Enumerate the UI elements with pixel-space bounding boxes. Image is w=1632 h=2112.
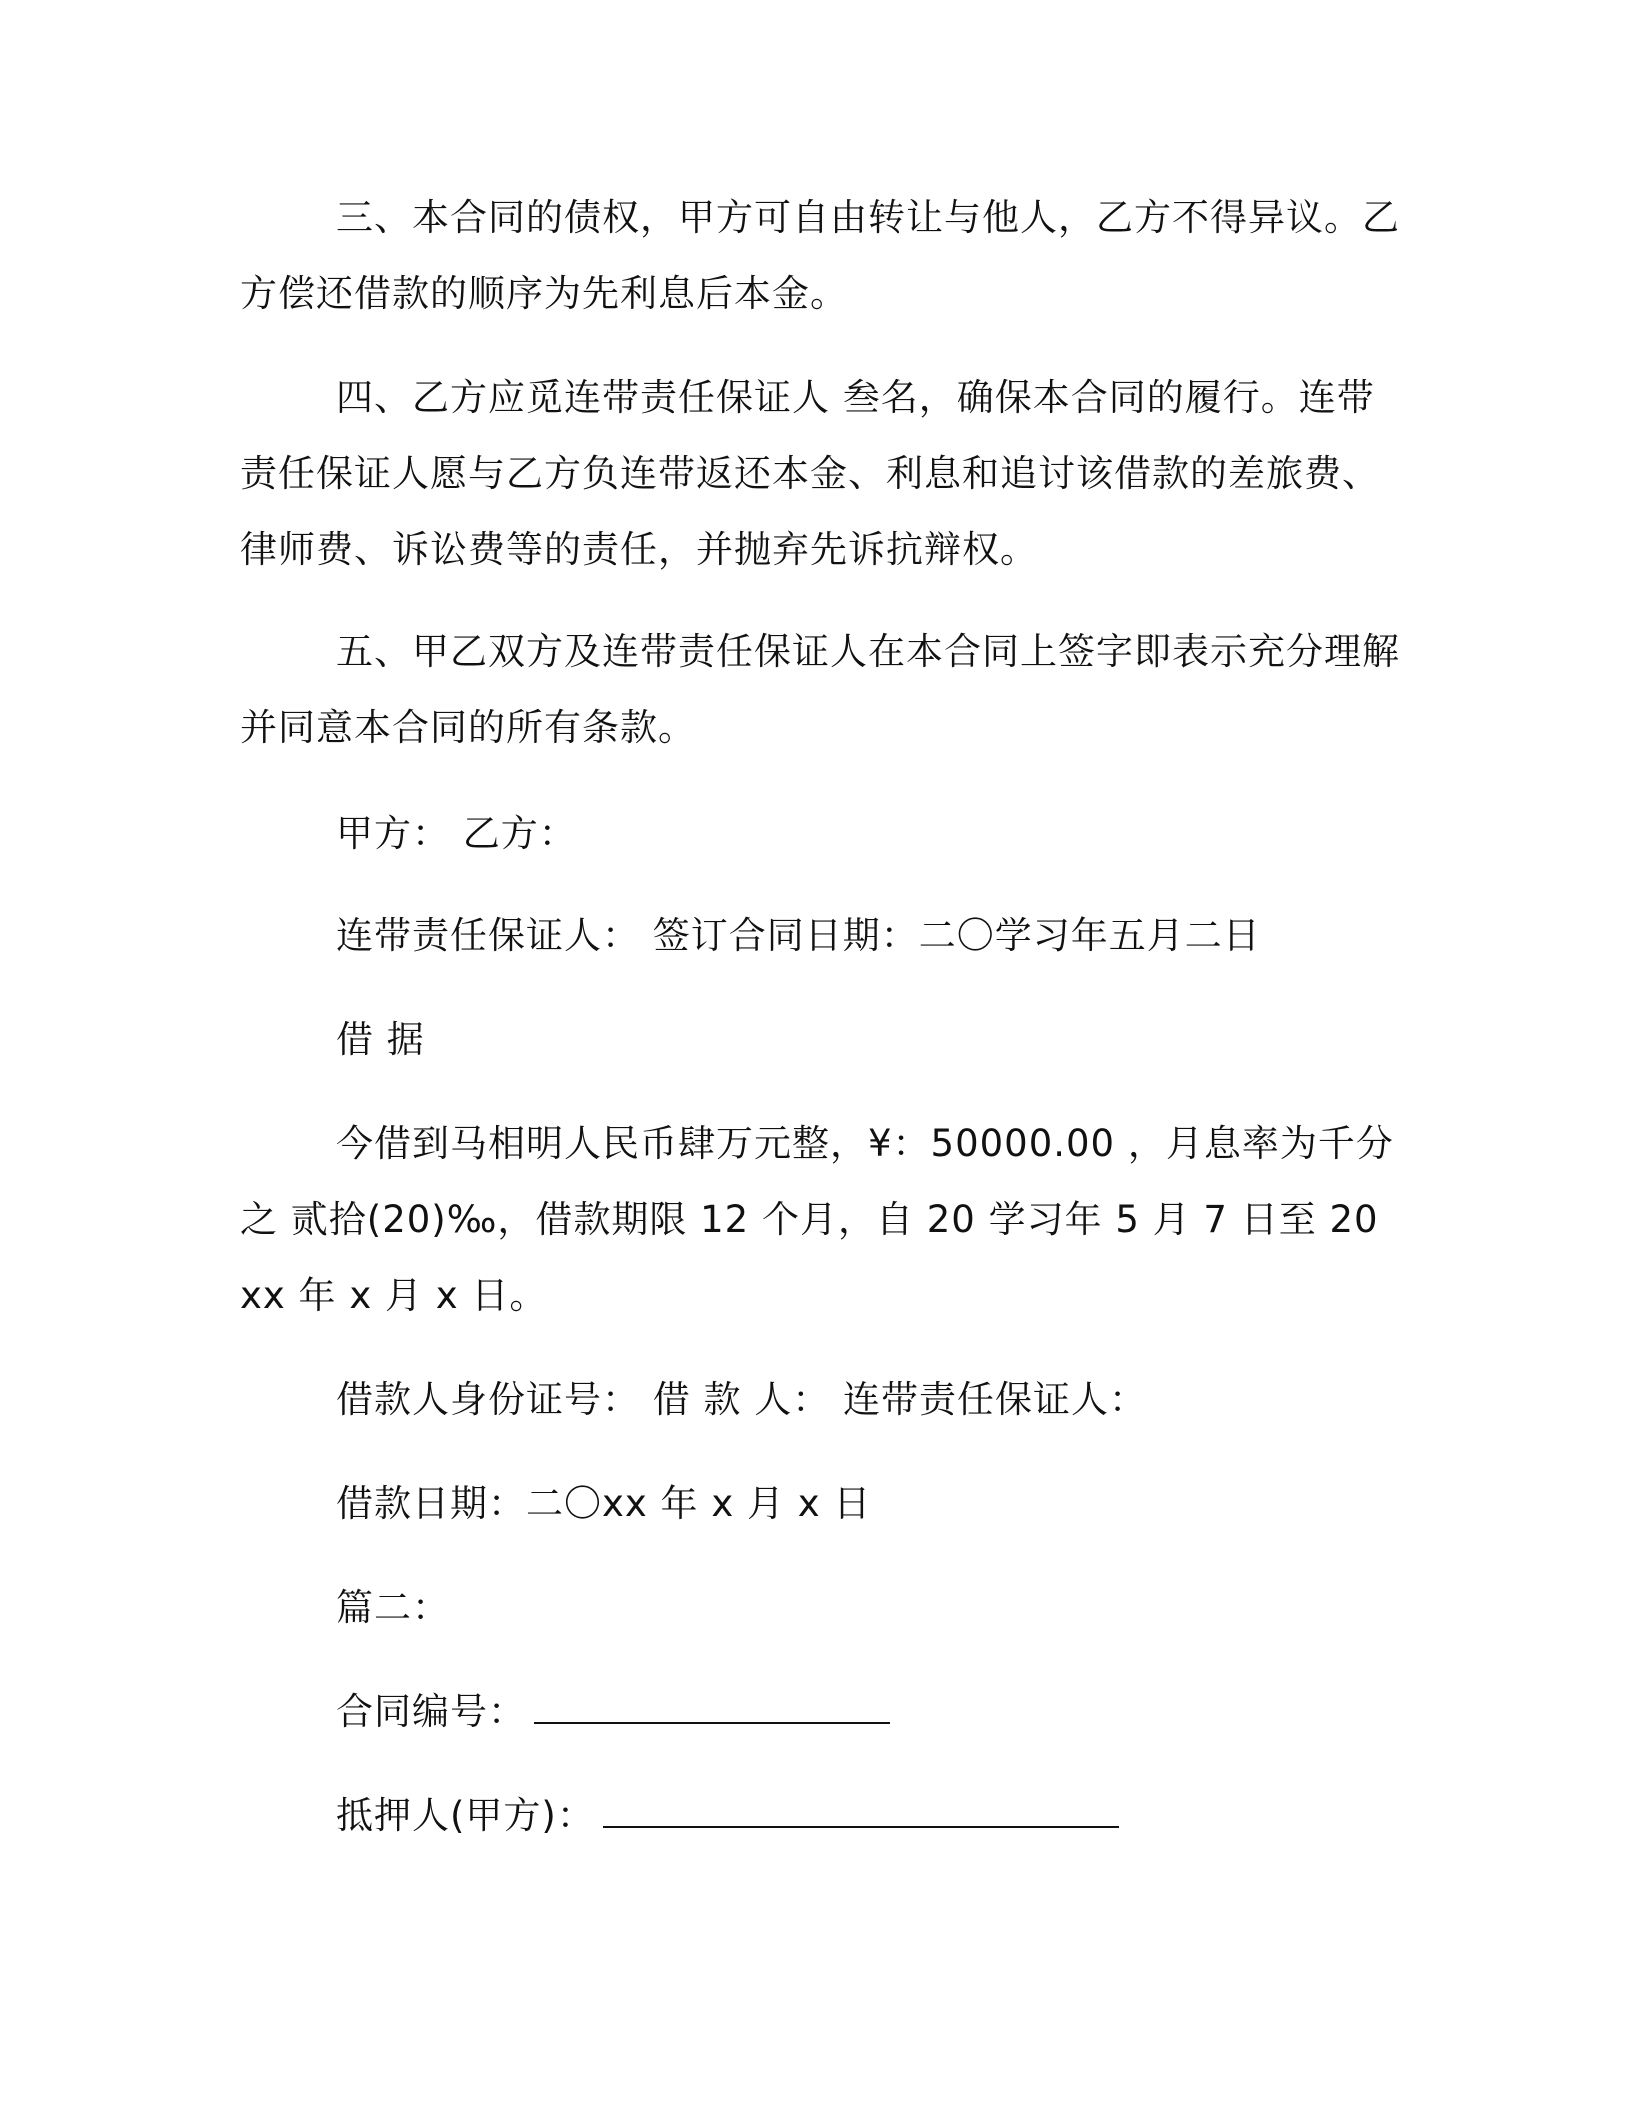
- receipt-title: 借 据: [336, 1018, 425, 1061]
- parties-line: 甲方： 乙方：: [336, 812, 577, 855]
- mortgagor-blank: [603, 1796, 1119, 1828]
- contract-number-blank: [534, 1692, 890, 1724]
- clause-three: 三、本合同的债权，甲方可自由转让与他人，乙方不得异议。乙方偿还借款的顺序为先利息后本金。: [240, 196, 1400, 315]
- receipt-body: 今借到马相明人民币肆万元整，¥：50000.00 ，月息率为千分之 贰拾(20)‰，借款期限 12 个月，自 20 学习年 5 月 7 日至 20xx 年 x 月 x 日。: [240, 1122, 1394, 1317]
- guarantor-date-line: 连带责任保证人： 签订合同日期：二〇学习年五月二日: [336, 914, 1261, 957]
- clause-five: 五、甲乙双方及连带责任保证人在本合同上签字即表示充分理解并同意本合同的所有条款。: [240, 630, 1400, 749]
- mortgagor-line: [336, 1778, 1119, 1854]
- section-two-heading: 篇二：: [336, 1586, 450, 1629]
- contract-number-label: 合同编号：: [336, 1690, 526, 1733]
- contract-number-line: [336, 1674, 890, 1750]
- signature-line: 借款人身份证号： 借 款 人： 连带责任保证人：: [336, 1378, 1148, 1421]
- clause-four: 四、乙方应觅连带责任保证人 叁名，确保本合同的履行。连带责任保证人愿与乙方负连带返还本金、利息和追讨该借款的差旅费、律师费、诉讼费等的责任，并抛弃先诉抗辩权。: [240, 376, 1380, 571]
- mortgagor-label: 抵押人(甲方)：: [336, 1794, 595, 1837]
- loan-date-line: 借款日期：二〇xx 年 x 月 x 日: [336, 1482, 872, 1525]
